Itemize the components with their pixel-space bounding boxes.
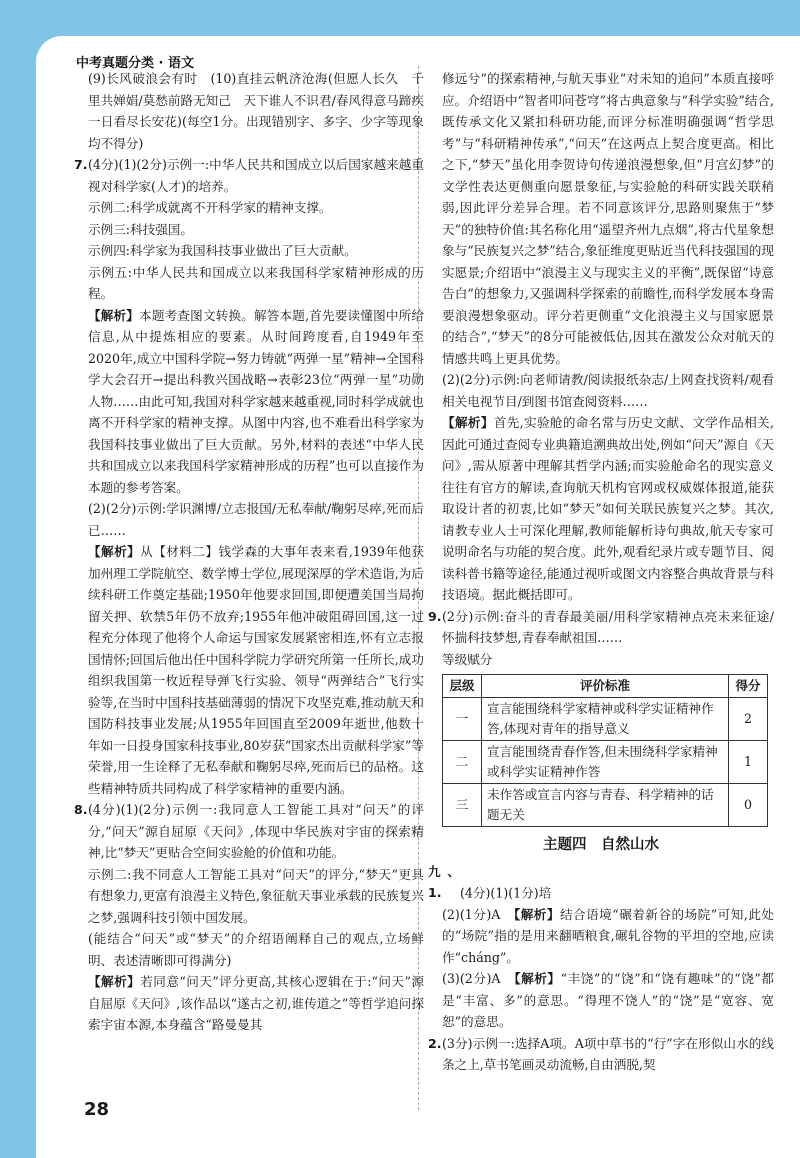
analysis-tag: 【解析】	[442, 415, 494, 430]
header-level: 层级	[443, 675, 482, 698]
q8-number: 8.	[74, 802, 88, 817]
q7-part1-text: (4分)(1)(2分)示例一:中华人民共和国成立以后国家越来越重视对科学家(人才)的培养。	[88, 157, 424, 194]
q7-number: 7.	[74, 157, 88, 172]
row-criteria: 宣言能围绕科学家精神或科学实证精神作答,体现对青年的指导意义	[482, 698, 729, 741]
running-header: 中考真题分类 · 语文	[76, 56, 194, 71]
s9-q1-part3	[428, 968, 774, 1033]
q8-example-2: 示例二:我不同意人工智能工具对“问天”的评分,“梦天”更具有想象力,更富有浪漫主义特色,象征航天事业承载的民族复兴之梦,强调科技引领中国发展。	[88, 866, 424, 925]
q6-answer-continued: (9)长风破浪会有时 (10)直挂云帆济沧海(但愿人长久 千里共婵娟/莫愁前路无知己 天下谁人不识君/春风得意马蹄疾 一日看尽长安花)(每空1分。出现错别字、多字、少字等现象均不得分)	[88, 71, 437, 151]
analysis-text: “丰饶”的“饶”和“饶有趣味”的“饶”都是“丰富、多”的意思。“得理不饶人”的“饶”是“宽容、宽恕”的意思。	[442, 971, 775, 1029]
header-criteria: 评价标准	[482, 675, 729, 698]
grade-table	[442, 674, 768, 827]
row-level: 二	[443, 741, 482, 784]
q8-analysis-continued: 修远兮”的探索精神,与航天事业“对未知的追问”本质直接呼应。介绍语中“智者叩问苍穹”将古典意象与“科学实验”结合,既传承文化又紧扣科研功能,而评分标准明确强调“哲学思考”与“科研精神传承”,“问天”在这两点上契合度更高。相比之下,“梦天”虽化用李贺诗句传递浪漫想象,但“月宫幻梦”的文学性表达更侧重向愿景象征,与实验舱的科研实践关联稍弱,因此评分差异合理。若不同意该评分,思路则聚焦于“梦天”的独特价值:其名称化用“遥望齐州九点烟”,将古代星象想象与“民族复兴之梦”结合,象征维度更贴近当代科技强国的现实愿景;介绍语中“浪漫主义与现实主义的平衡”,既保留“诗意告白”的想象力,又强调科学探索的前瞻性,而科学发展本身需要浪漫想象驱动。评分若更侧重“文化浪漫主义与国家愿景的结合”,“梦天”的8分可能被低估,因其在激发公众对航天的情感共鸣上更具优势。	[442, 71, 775, 366]
theme-title: 主题四 自然山水	[543, 837, 659, 853]
s9-q2	[428, 1033, 774, 1076]
grade-table-header	[443, 675, 768, 698]
q7-example-2: 示例二:科学成就离不开科学家的精神支撑。	[88, 200, 332, 215]
analysis-text: 本题考查图文转换。解答本题,首先要读懂图中所给信息,从中提炼相应的要素。从时间跨度看,自1949年至2020年,成立中国科学院→努力铸就“两弹一星”精神→全国科学大会召开→提出科教兴国战略→表彰23位“两弹一星”功勋人物……由此可知,我国对科学家越来越重视,同时科学成就也离不开科学家的精神支撑。从图中内容,也不难看出科学家为我国科技事业做出了巨大贡献。另外,材料的表述“中华人民共和国成立以来我国科学家精神形成的历程”也可以直接作为本题的参考答案。	[88, 307, 424, 495]
row-level: 三	[443, 784, 482, 827]
row-criteria: 未作答或宣言内容与青春、科学精神的话题无关	[482, 784, 729, 827]
page-number: 28	[84, 1099, 110, 1120]
q7-example-4: 示例四:科学家为我国科技事业做出了巨大贡献。	[88, 243, 357, 258]
s9-q1-part2	[428, 904, 774, 969]
q7-part1	[74, 154, 424, 197]
row-score: 2	[729, 698, 768, 741]
q8-analysis-2	[428, 412, 774, 606]
s9-part2-answer: (2)(1分)A	[442, 906, 501, 922]
analysis-tag: 【解析】	[88, 974, 141, 989]
right-column	[428, 68, 774, 1076]
row-level: 一	[443, 698, 482, 741]
analysis-tag: 【解析】	[88, 544, 141, 559]
q8-part1	[74, 799, 424, 864]
grade-title: 等级赋分	[442, 651, 493, 667]
s9-q1	[428, 861, 774, 904]
analysis-text: 从【材料二】钱学森的大事年表来看,1939年他获加州理工学院航空、数学博士学位,展现深厚的学术造诣,为后续科研工作奠定基础;1950年他要求回国,即便遭美国当局拘留关押、软禁5年仍不放弃;1955年他冲破阻碍回国,这一过程充分体现了他将个人命运与国家发展紧密相连,怀有立志报国情怀;回国后他出任中国科学院力学研究所第一任所长,成功组织我国第一枚近程导弹飞行实验、领导“两弹结合”飞行实验等,在当时中国科技基础薄弱的情况下攻坚克难,推动航天和国防科技事业发展;从1955年回国直至2009年逝世,他数十年如一日投身国家科技事业,80岁获“国家杰出贡献科学家”等荣誉,用一生诠释了无私奉献和鞠躬尽瘁,死而后已的品格。这些精神特质共同构成了科学家精神的重要内涵。	[88, 544, 424, 796]
q8-part2: (2)(2分)示例:向老师请教/阅读报纸杂志/上网查找资料/观看相关电视节目/到图书馆查阅资料……	[442, 372, 774, 409]
analysis-text: 首先,实验舱的命名常与历史文献、文学作品相关,因此可通过查阅专业典籍追溯典故出处,例如“问天”源自《天问》,需从原著中理解其哲学内涵;而实验舱命名的现实意义往往有官方的解读,查询航天机构官网或权威媒体报道,能获取设计者的初衷,比如“梦天”如何关联民族复兴之梦。其次,请教专业人士可深化理解,教师能解析诗句典故,航天专家可说明命名与功能的契合度。此外,观看纪录片或专题节目、阅读科普书籍等途径,能通过视听或图文内容整合典故背景与科技语境。据此概括即可。	[442, 415, 774, 602]
table-row	[443, 698, 768, 741]
q9-answer	[428, 606, 774, 649]
analysis-tag: 【解析】	[88, 307, 140, 323]
q7-example-3: 示例三:科技强国。	[88, 221, 193, 237]
s9-q2-text: (3分)示例一:选择A项。A项中草书的“行”字在形似山水的线条之上,草书笔画灵动流畅,自由洒脱,契	[442, 1035, 774, 1072]
q8-scoring-note: (能结合“问天”或“梦天”的介绍语阐释自己的观点,立场鲜明、表述清晰即可得满分)	[88, 931, 424, 968]
s9-part3-answer: (3)(2分)A	[442, 971, 501, 986]
s9-number: 九、1.	[428, 863, 460, 900]
q9-number: 9.	[428, 608, 442, 624]
table-row	[443, 741, 768, 784]
q8-part1-text: (4分)(1)(2分)示例一:我同意人工智能工具对“问天”的评分,“问天”源自屈原《天问》,体现中华民族对宇宙的探索精神,比“梦天”更贴合空间实验舱的价值和功能。	[88, 802, 424, 860]
q7-analysis-2	[74, 541, 424, 799]
q8-analysis-1	[74, 971, 424, 1036]
q7-part2: (2)(2分)示例:学识渊博/立志报国/无私奉献/鞠躬尽瘁,死而后已……	[88, 501, 424, 538]
table-row	[443, 784, 768, 827]
row-criteria: 宣言能围绕青春作答,但未围绕科学家精神或科学实证精神作答	[482, 741, 729, 784]
analysis-tag: 【解析】	[513, 906, 560, 922]
analysis-text: 若同意“问天”评分更高,其核心逻辑在于:“问天”源自屈原《天问》,该作品以“遂古之初,谁传道之”等哲学追问探索宇宙本源,本身蕴含“路曼曼其	[88, 974, 425, 1032]
row-score: 1	[729, 741, 768, 784]
left-column	[74, 68, 437, 1036]
q9-text: (2分)示例:奋斗的青春最美丽/用科学家精神点亮未来征途/怀揣科技梦想,青春奉献祖国……	[442, 608, 774, 645]
s9-q2-number: 2.	[428, 1035, 442, 1051]
row-score: 0	[729, 784, 768, 827]
analysis-text: 结合语境“碾着新谷的场院”可知,此处的“场院”指的是用来翻晒粮食,碾轧谷物的平坦的空地,应读作“cháng”。	[442, 906, 775, 965]
s9-q1-text: (4分)(1)(1分)培	[460, 885, 552, 900]
header-score: 得分	[729, 675, 768, 698]
analysis-tag: 【解析】	[514, 971, 561, 986]
q7-example-5: 示例五:中华人民共和国成立以来我国科学家精神形成的历程。	[88, 264, 424, 301]
q7-analysis-1	[74, 305, 424, 499]
page	[36, 36, 800, 1158]
